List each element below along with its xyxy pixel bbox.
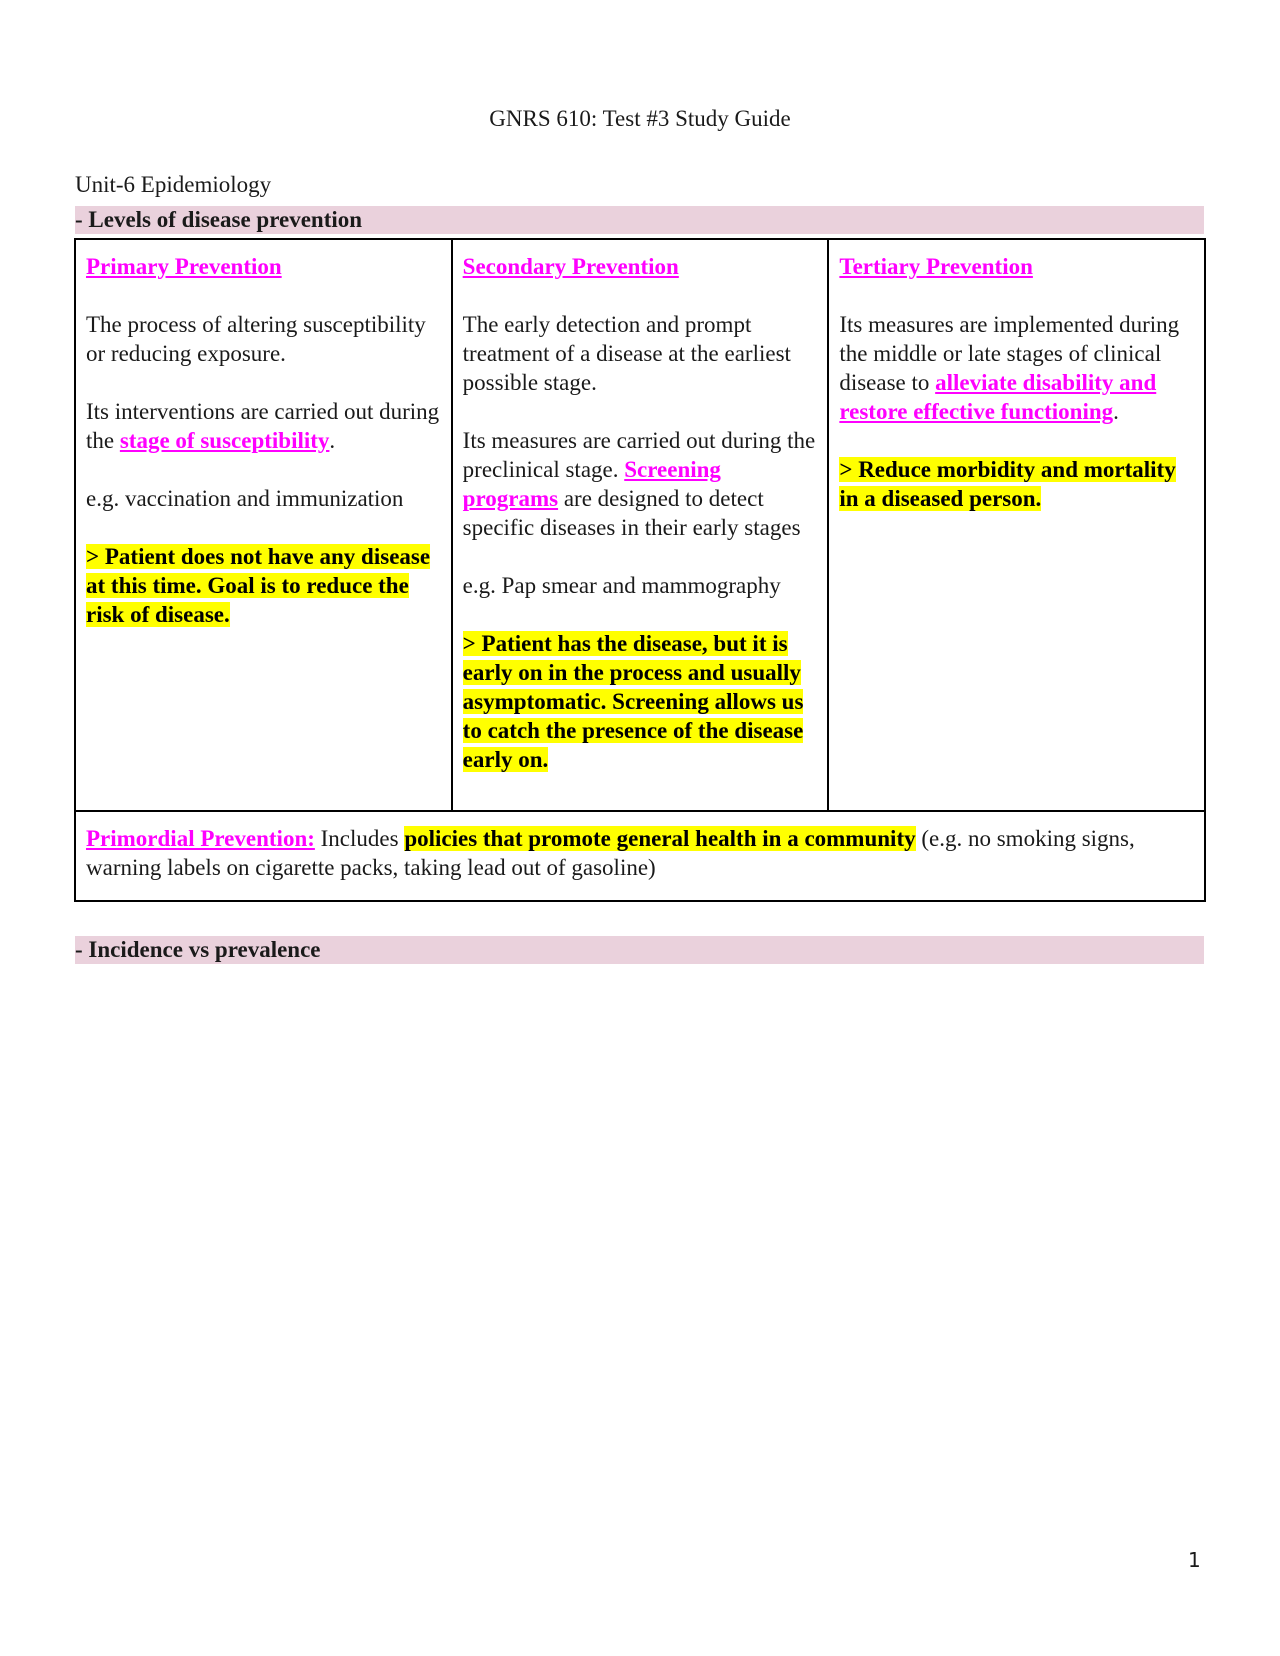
tertiary-highlight: > Reduce morbidity and mortality in a diseased person. bbox=[839, 457, 1176, 511]
primary-highlight: > Patient does not have any disease at this time. Goal is to reduce the risk of disease. bbox=[86, 544, 431, 627]
page-number: 1 bbox=[1188, 1548, 1201, 1572]
tertiary-prevention-cell bbox=[827, 240, 1204, 810]
screening-programs-link: Screening programs bbox=[462, 457, 721, 511]
primary-definition: The process of altering susceptibility or reducing exposure. bbox=[86, 312, 426, 366]
primary-prevention-heading: Primary Prevention bbox=[86, 254, 282, 279]
tertiary-key-point bbox=[839, 455, 1194, 513]
unit-heading: Unit-6 Epidemiology bbox=[75, 172, 272, 197]
tertiary-prevention-heading: Tertiary Prevention bbox=[839, 254, 1033, 279]
section-heading-incidence-prevalence: - Incidence vs prevalence bbox=[75, 936, 1204, 964]
primordial-examples: (e.g. no smoking signs, warning labels on cigarette packs, taking lead out of gasoline) bbox=[86, 826, 1135, 880]
prevention-columns-row bbox=[76, 240, 1204, 812]
primary-key-point bbox=[86, 542, 441, 629]
primary-example: e.g. vaccination and immunization bbox=[86, 486, 404, 511]
secondary-prevention-heading: Secondary Prevention bbox=[462, 254, 679, 279]
secondary-measures: Its measures are carried out during the preclinical stage. Screening programs are designed to detect specific diseases in their early stages bbox=[462, 428, 816, 540]
prevention-table bbox=[74, 238, 1206, 902]
secondary-key-point bbox=[463, 629, 818, 774]
section-heading-prevention-levels: - Levels of disease prevention bbox=[75, 206, 1204, 234]
secondary-prevention-cell bbox=[451, 240, 828, 810]
secondary-example: e.g. Pap smear and mammography bbox=[462, 573, 781, 598]
alleviate-disability-link: alleviate disability and restore effective functioning bbox=[839, 370, 1157, 424]
primary-interventions: Its interventions are carried out during the stage of susceptibility. bbox=[86, 399, 440, 453]
secondary-definition: The early detection and prompt treatment of a disease at the earliest possible stage. bbox=[462, 312, 791, 395]
document-title: GNRS 610: Test #3 Study Guide bbox=[489, 106, 791, 131]
primordial-prevention-row: Primordial Prevention: Includes policies that promote general health in a community (e.g. no smoking signs, warning labels on cigarette packs, taking lead out of gasoline) bbox=[86, 826, 1135, 880]
tertiary-measures: Its measures are implemented during the middle or late stages of clinical disease to alleviate disability and restore effective functioning. bbox=[839, 312, 1180, 424]
secondary-highlight: > Patient has the disease, but it is early on in the process and usually asymptomatic. Screening allows us to catch the presence of the disease early on. bbox=[462, 631, 804, 772]
primordial-prevention-heading: Primordial Prevention: bbox=[86, 826, 315, 851]
stage-of-susceptibility-link: stage of susceptibility bbox=[119, 428, 330, 453]
primary-prevention-cell bbox=[76, 240, 451, 810]
primordial-highlight: policies that promote general health in a community bbox=[404, 826, 916, 851]
